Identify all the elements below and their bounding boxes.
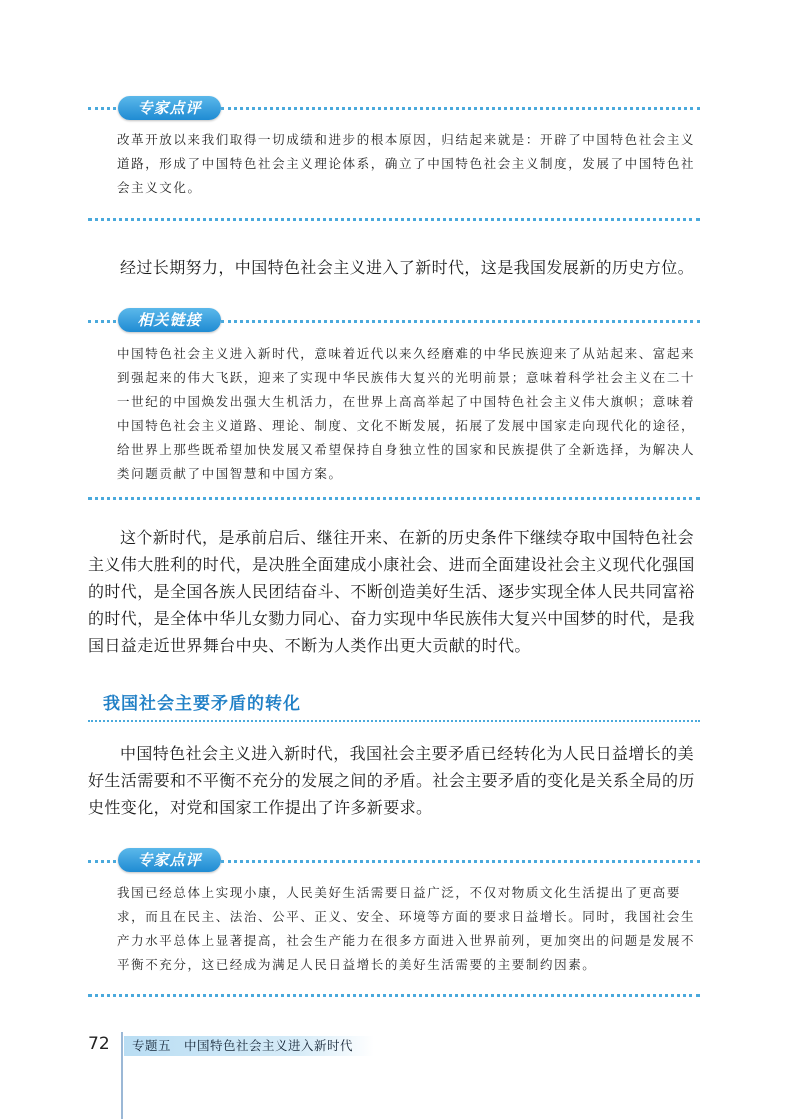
box3-divider-right <box>221 860 700 863</box>
section-paragraph-text: 中国特色社会主义进入新时代，我国社会主要矛盾已经转化为人民日益增长的美好生活需要和不平衡不充分的发展之间的矛盾。社会主要矛盾的变化是关系全局的历史性变化，对党和国家工作提出了许多新要求。 <box>88 744 695 817</box>
box2-badge: 相关链接 <box>118 308 221 332</box>
box1-text: 改革开放以来我们取得一切成绩和进步的根本原因，归结起来就是：开辟了中国特色社会主义道路，形成了中国特色社会主义理论体系，确立了中国特色社会主义制度，发展了中国特色社会主义文化。 <box>117 132 696 195</box>
footer-chapter-title: 专题五 中国特色社会主义进入新时代 <box>124 1036 374 1056</box>
box1-divider-right <box>221 107 700 110</box>
box3-divider-left <box>88 860 116 863</box>
box1-bottom-divider <box>88 218 700 221</box>
box2-text: 中国特色社会主义进入新时代，意味着近代以来久经磨难的中华民族迎来了从站起来、富起来到强起来的伟大飞跃，迎来了实现中华民族伟大复兴的光明前景；意味着科学社会主义在二十一世纪的中国焕发出强大生机活力，在世界上高高举起了中国特色社会主义伟大旗帜；意味着中国特色社会主义道路、理论、制度、文化不断发展，拓展了发展中国家走向现代化的途径，给世界上那些既希望加快发展又希望保持自身独立性的国家和民族提供了全新选择，为解决人类问题贡献了中国智慧和中国方案。 <box>117 346 696 481</box>
footer-rule <box>121 1032 123 1119</box>
box3-badge: 专家点评 <box>118 848 221 872</box>
page-number: 72 <box>88 1034 110 1054</box>
box2-divider-left <box>88 320 116 323</box>
paragraph-2-text: 这个新时代，是承前启后、继往开来、在新的历史条件下继续夺取中国特色社会主义伟大胜利的时代，是决胜全面建成小康社会、进而全面建设社会主义现代化强国的时代，是全国各族人民团结奋斗、不断创造美好生活、逐步实现全体人民共同富裕的时代，是全体中华儿女勠力同心、奋力实现中华民族伟大复兴中国梦的时代，是我国日益走近世界舞台中央、不断为人类作出更大贡献的时代。 <box>88 528 695 655</box>
box3-bottom-divider <box>88 994 700 997</box>
section-title: 我国社会主要矛盾的转化 <box>103 694 301 714</box>
box2-divider-right <box>221 320 700 323</box>
paragraph-2 <box>88 524 700 659</box>
box1-divider-left <box>88 107 116 110</box>
paragraph-1 <box>88 254 700 281</box>
box3-text: 我国已经总体上实现小康，人民美好生活需要日益广泛，不仅对物质文化生活提出了更高要求，而且在民主、法治、公平、正义、安全、环境等方面的要求日益增长。同时，我国社会生产力水平总体上显著提高，社会生产能力在很多方面进入世界前列，更加突出的问题是发展不平衡不充分，这已经成为满足人民日益增长的美好生活需要的主要制约因素。 <box>117 885 696 972</box>
section-underline <box>88 720 700 722</box>
box2-bottom-divider <box>88 497 700 500</box>
paragraph-1-text: 经过长期努力，中国特色社会主义进入了新时代，这是我国发展新的历史方位。 <box>120 258 695 277</box>
section-paragraph <box>88 740 700 821</box>
box1-badge: 专家点评 <box>118 96 221 120</box>
